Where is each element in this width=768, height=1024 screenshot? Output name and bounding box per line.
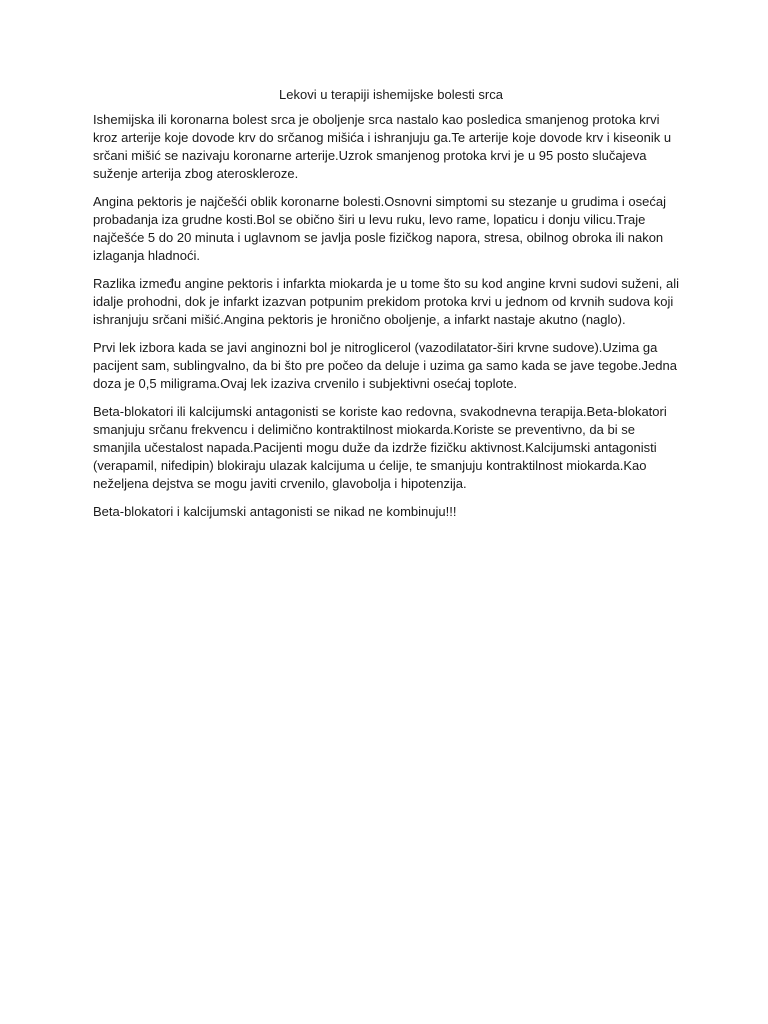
paragraph-warning: Beta-blokatori i kalcijumski antagonisti se nikad ne kombinuju!!! [93,504,457,519]
document-body [93,86,683,531]
paragraph-angina-vs-infarction: Razlika između angine pektoris i infarkta miokarda je u tome što su kod angine krvni sudovi suženi, ali idalje prohodni, dok je infarkt izazvan potpunim prekidom protoka krvi u jednom od krvnih sudova koji ishranjuju srčani mišić.Angina pektoris je hronično oboljenje, a infarkt nastaje akutno (naglo). [93,276,680,327]
paragraph-angina-pectoris: Angina pektoris je najčešći oblik koronarne bolesti.Osnovni simptomi su stezanje u grudima i osećaj probadanja iza grudne kosti.Bol se obično širi u levu ruku, levo rame, lopaticu i donju vilicu.Traje najčešće 5 do 20 minuta i uglavnom se javlja posle fizičkog napora, stresa, obilnog obroka ili nakon izlaganja hladnoći. [93,194,667,263]
paragraph-ischemic-disease: Ishemijska ili koronarna bolest srca je oboljenje srca nastalo kao posledica smanjenog protoka krvi kroz arterije koje dovode krv do srčanog mišića i ishranjuju ga.Te arterije koje dovode krv i kiseonik u srčani mišić se nazivaju koronarne arterije.Uzrok smanjenog protoka krvi je u 95 posto slučajeva suženje arterija zbog ateroskleroze. [93,112,672,181]
document-title: Lekovi u terapiji ishemijske bolesti srca [279,87,503,102]
paragraph-nitroglycerol: Prvi lek izbora kada se javi anginozni bol je nitroglicerol (vazodilatator-širi krvne sudove).Uzima ga pacijent sam, sublingvalno, da bi što pre počeo da deluje i uzima ga samo kada se jave tegobe.Jedna doza je 0,5 miligrama.Ovaj lek izaziva crvenilo i subjektivni osećaj toplote. [93,340,677,391]
paragraph-beta-blockers: Beta-blokatori ili kalcijumski antagonisti se koriste kao redovna, svakodnevna terapija.Beta-blokatori smanjuju srčanu frekvencu i delimično kontraktilnost miokarda.Koriste se preventivno, da bi se smanjila učestalost napada.Pacijenti mogu duže da izdrže fizičku aktivnost.Kalcijumski antagonisti (verapamil, nifedipin) blokiraju ulazak kalcijuma u ćelije, te smanjuju kontraktilnost miokarda.Kao neželjena dejstva se mogu javiti crvenilo, glavobolja i hipotenzija. [93,404,667,491]
